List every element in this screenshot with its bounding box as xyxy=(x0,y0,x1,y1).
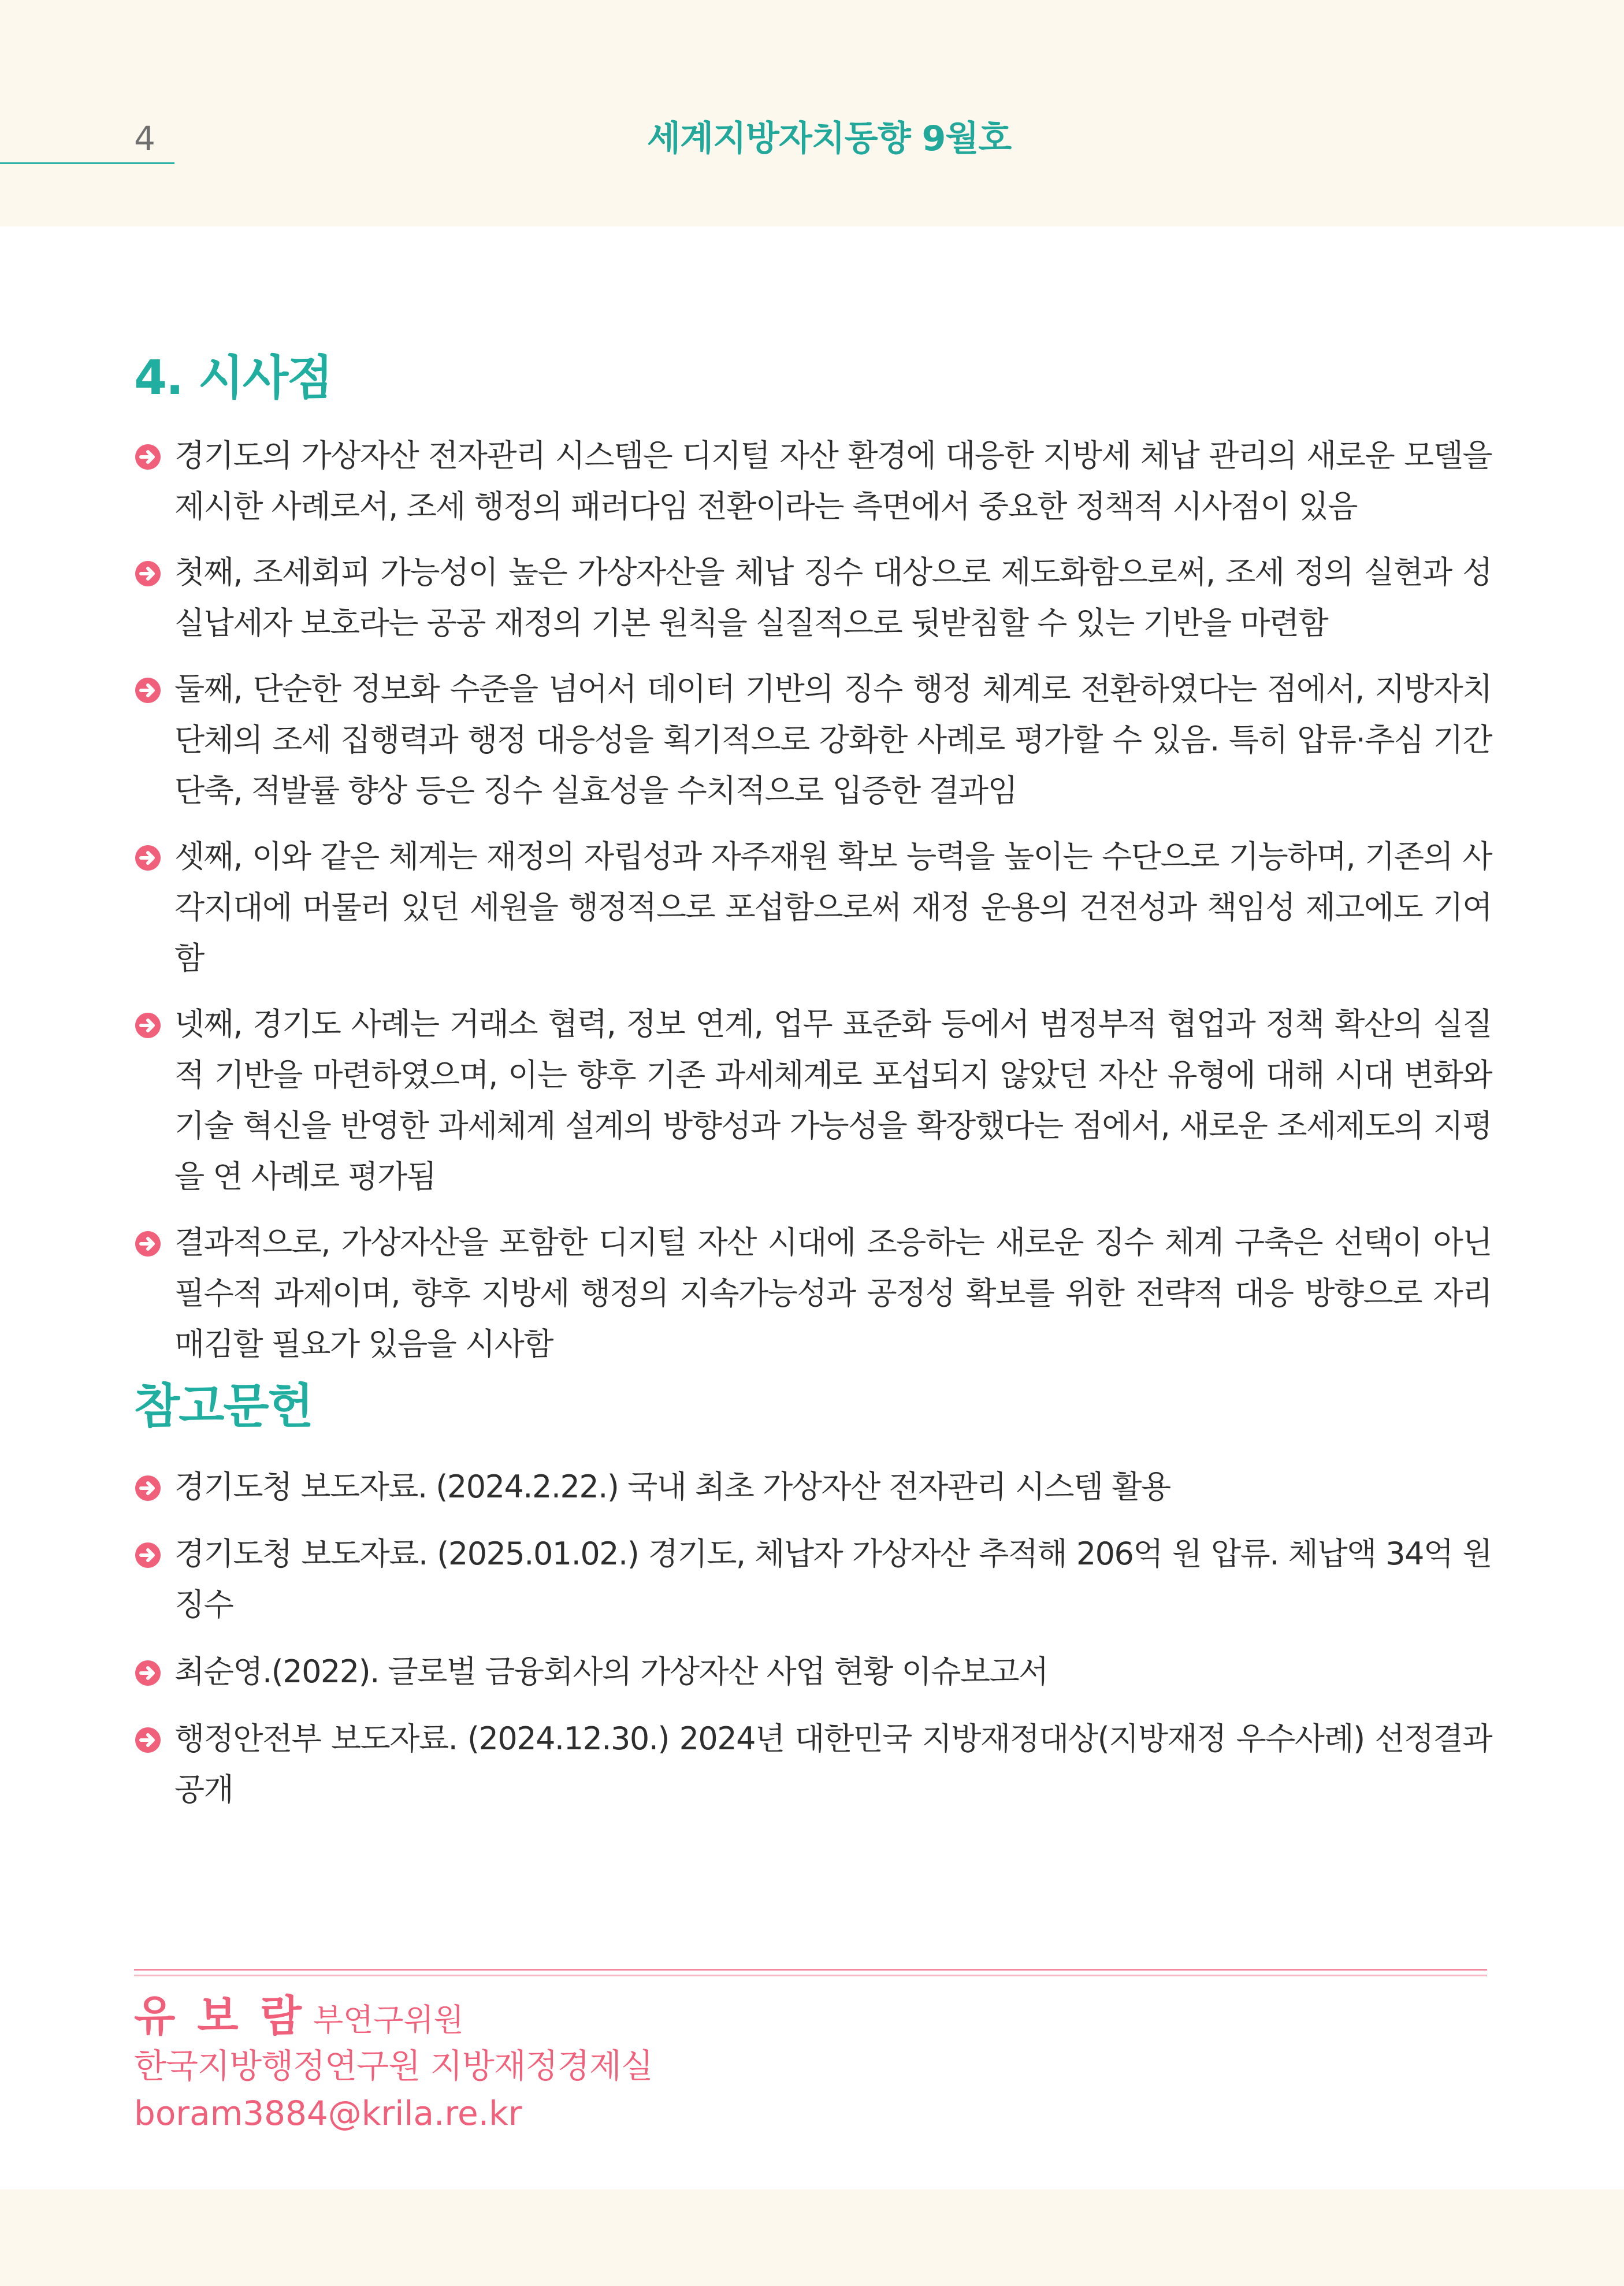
arrow-bullet-icon xyxy=(135,444,161,470)
section-heading-references: 참고문헌 xyxy=(134,1379,313,1434)
reference-text: 경기도청 보도자료. (2025.01.02.) 경기도, 체납자 가상자산 추적해 206억 원 압류. 체납액 34억 원 징수 xyxy=(174,1536,1492,1623)
list-item xyxy=(134,831,1492,984)
author-name: 유 보 람 xyxy=(134,1991,305,2041)
bullet-text: 셋째, 이와 같은 체계는 재정의 자립성과 자주재원 확보 능력을 높이는 수단으로 기능하며, 기존의 사각지대에 머물러 있던 세원을 행정적으로 포섭함으로써 재정 운용의 건전성과 책임성 제고에도 기여함 xyxy=(174,838,1492,976)
arrow-bullet-icon xyxy=(135,845,161,871)
list-item xyxy=(134,1713,1492,1815)
list-item xyxy=(134,547,1492,649)
arrow-bullet-icon xyxy=(135,1542,161,1568)
bullet-text: 결과적으로, 가상자산을 포함한 디지털 자산 시대에 조응하는 새로운 징수 체계 구축은 선택이 아닌 필수적 과제이며, 향후 지방세 행정의 지속가능성과 공정성 확보를 위한 전략적 대응 방향으로 자리매김할 필요가 있음을 시사함 xyxy=(174,1224,1492,1362)
list-item xyxy=(134,1646,1492,1697)
implications-list xyxy=(134,430,1492,1370)
list-item xyxy=(134,1462,1492,1512)
reference-text: 행정안전부 보도자료. (2024.12.30.) 2024년 대한민국 지방재정대상(지방재정 우수사례) 선정결과 공개 xyxy=(174,1720,1492,1808)
footer-rule xyxy=(134,1975,1487,1976)
list-item xyxy=(134,664,1492,816)
bullet-text: 경기도의 가상자산 전자관리 시스템은 디지털 자산 환경에 대응한 지방세 체납 관리의 새로운 모델을 제시한 사례로서, 조세 행정의 패러다임 전환이라는 측면에서 중요한 정책적 시사점이 있음 xyxy=(174,437,1492,525)
arrow-bullet-icon xyxy=(135,678,161,703)
header-rule xyxy=(0,162,174,164)
header-band xyxy=(0,0,1624,226)
section-heading-implications: 4. 시사점 xyxy=(134,351,332,406)
arrow-bullet-icon xyxy=(135,561,161,586)
list-item xyxy=(134,430,1492,532)
arrow-bullet-icon xyxy=(135,1013,161,1038)
author-organization: 한국지방행정연구원 지방재정경제실 xyxy=(134,2046,653,2086)
bullet-text: 첫째, 조세회피 가능성이 높은 가상자산을 체납 징수 대상으로 제도화함으로써, 조세 정의 실현과 성실납세자 보호라는 공공 재정의 기본 원칙을 실질적으로 뒷받침할 수 있는 기반을 마련함 xyxy=(174,554,1492,641)
list-item xyxy=(134,1529,1492,1630)
author-email[interactable]: boram3884@krila.re.kr xyxy=(134,2094,522,2133)
list-item xyxy=(134,999,1492,1202)
arrow-bullet-icon xyxy=(135,1727,161,1753)
arrow-bullet-icon xyxy=(135,1475,161,1501)
arrow-bullet-icon xyxy=(135,1231,161,1257)
bullet-text: 넷째, 경기도 사례는 거래소 협력, 정보 연계, 업무 표준화 등에서 범정부적 협업과 정책 확산의 실질적 기반을 마련하였으며, 이는 향후 기존 과세체계로 포섭되지 않았던 자산 유형에 대해 시대 변화와 기술 혁신을 반영한 과세체계 설계의 방향성과 가능성을 확장했다는 점에서, 새로운 조세제도의 지평을 연 사례로 평가됨 xyxy=(174,1006,1492,1195)
footer-rule xyxy=(134,1969,1487,1971)
reference-text: 최순영.(2022). 글로벌 금융회사의 가상자산 사업 현황 이슈보고서 xyxy=(174,1653,1048,1690)
footer-band xyxy=(0,2190,1624,2286)
list-item xyxy=(134,1217,1492,1370)
arrow-bullet-icon xyxy=(135,1660,161,1686)
author-title: 부연구위원 xyxy=(313,2002,464,2038)
references-list xyxy=(134,1462,1492,1815)
bullet-text: 둘째, 단순한 정보화 수준을 넘어서 데이터 기반의 징수 행정 체계로 전환하였다는 점에서, 지방자치단체의 조세 집행력과 행정 대응성을 획기적으로 강화한 사례로 평가할 수 있음. 특히 압류·추심 기간 단축, 적발률 향상 등은 징수 실효성을 수치적으로 입증한 결과임 xyxy=(174,671,1492,809)
page-number: 4 xyxy=(134,119,155,158)
reference-text: 경기도청 보도자료. (2024.2.22.) 국내 최초 가상자산 전자관리 시스템 활용 xyxy=(174,1469,1170,1505)
issue-title: 세계지방자치동향 9월호 xyxy=(647,118,1012,159)
